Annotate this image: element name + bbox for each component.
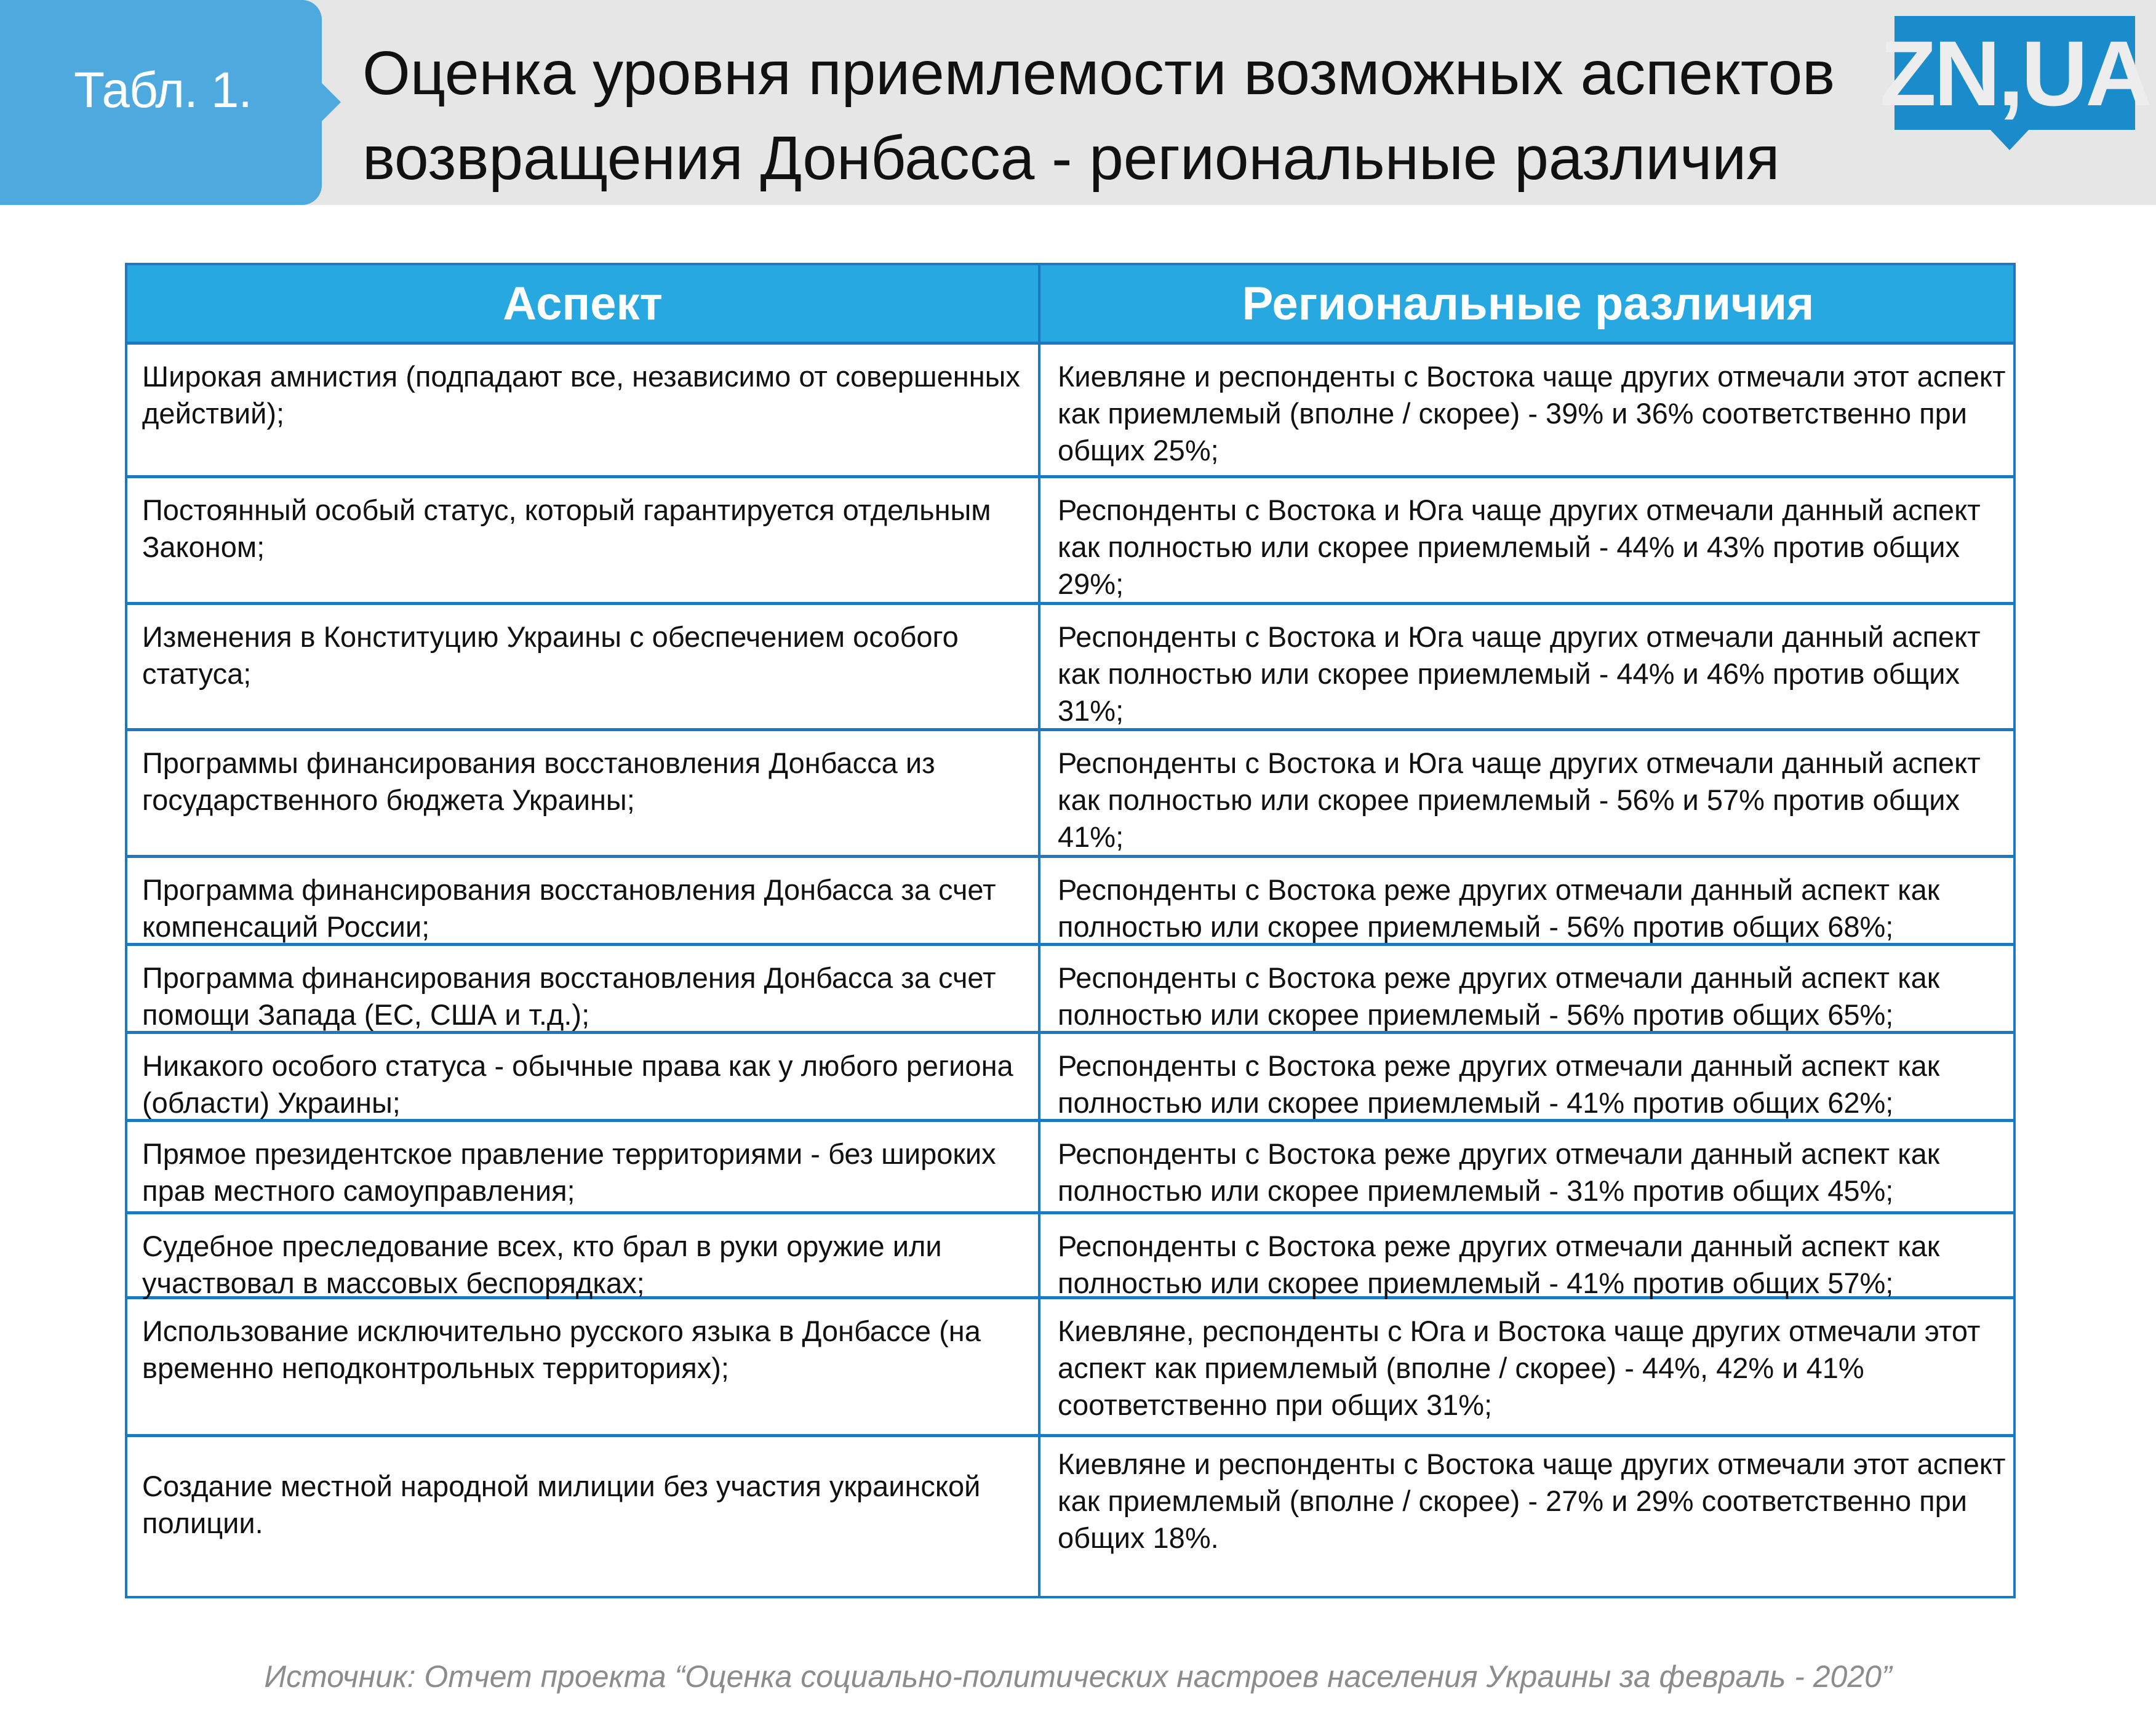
regional-difference-cell: Респонденты с Востока реже других отмечали данный аспект как полностью или скорее приемлемый - 56% против общих 68%; [1058, 873, 1940, 943]
aspect-cell: Программа финансирования восстановления Донбасса за счет компенсаций России; [142, 873, 996, 943]
table-row [127, 478, 2013, 605]
table-row [127, 345, 2013, 478]
aspect-cell: Судебное преследование всех, кто брал в руки оружие или участвовал в массовых беспорядках; [142, 1230, 942, 1299]
zn-ua-logo [1880, 16, 2150, 130]
page-title-line-2: возвращения Донбасса - региональные различия [362, 124, 1780, 193]
aspect-cell: Программы финансирования восстановления Донбасса из государственного бюджета Украины; [142, 747, 935, 816]
regional-difference-cell: Киевляне, респонденты с Юга и Востока чаще других отмечали этот аспект как приемлемый (вполне / скорее) - 44%, 42% и 41% соответственно при общих 31%; [1058, 1315, 1981, 1421]
page-title-line-1: Оценка уровня приемлемости возможных аспектов [362, 39, 1835, 108]
table-row [127, 1437, 2013, 1601]
regional-difference-cell: Респонденты с Востока реже других отмечали данный аспект как полностью или скорее приемлемый - 31% против общих 45%; [1058, 1137, 1940, 1207]
aspect-cell: Широкая амнистия (подпадают все, независимо от совершенных действий); [142, 360, 1020, 430]
logo-speech-tail-icon [1990, 129, 2029, 150]
aspect-cell: Никакого особого статуса - обычные права как у любого региона (области) Украины; [142, 1049, 1013, 1119]
column-header-aspect: Аспект [503, 277, 663, 330]
column-divider [1038, 265, 1040, 1596]
regional-difference-cell: Киевляне и респонденты с Востока чаще других отмечали этот аспект как приемлемый (вполне / скорее) - 27% и 29% соответственно при общих 18%. [1058, 1448, 2006, 1554]
table-row [127, 858, 2013, 946]
table-row [127, 1034, 2013, 1122]
aspect-cell: Использование исключительно русского языка в Донбассе (на временно неподконтрольных территориях); [142, 1315, 981, 1384]
table-header-row [127, 265, 2013, 345]
table-row [127, 731, 2013, 858]
aspect-cell: Изменения в Конституцию Украины с обеспечением особого статуса; [142, 620, 959, 690]
aspect-cell: Создание местной народной милиции без участия украинской полиции. [142, 1470, 981, 1539]
aspects-table [125, 263, 2016, 1598]
column-header-regional-differences: Региональные различия [1242, 277, 1815, 330]
badge-arrow-icon [321, 82, 341, 122]
table-row [127, 1214, 2013, 1299]
regional-difference-cell: Респонденты с Востока и Юга чаще других отмечали данный аспект как полностью или скорее приемлемый - 56% и 57% против общих 41%; [1058, 747, 1981, 853]
regional-difference-cell: Респонденты с Востока реже других отмечали данный аспект как полностью или скорее приемлемый - 41% против общих 57%; [1058, 1230, 1940, 1299]
table-row [127, 605, 2013, 731]
table-row [127, 946, 2013, 1034]
table-row [127, 1122, 2013, 1214]
regional-difference-cell: Респонденты с Востока реже других отмечали данный аспект как полностью или скорее приемлемый - 41% против общих 62%; [1058, 1049, 1940, 1119]
aspect-cell: Постоянный особый статус, который гарантируется отдельным Законом; [142, 494, 991, 563]
aspect-cell: Программа финансирования восстановления Донбасса за счет помощи Запада (ЕС, США и т.д.); [142, 961, 996, 1031]
logo-text: ZN,UA [1880, 21, 2150, 125]
table-number-label: Табл. 1. [74, 62, 252, 118]
regional-difference-cell: Респонденты с Востока и Юга чаще других отмечали данный аспект как полностью или скорее приемлемый - 44% и 43% против общих 29%; [1058, 494, 1981, 600]
table-row [127, 1299, 2013, 1437]
source-note: Источник: Отчет проекта “Оценка социально-политических настроев населения Украины за февраль - 2020” [264, 1659, 1892, 1694]
aspect-cell: Прямое президентское правление территориями - без широких прав местного самоуправления; [142, 1137, 996, 1207]
table-number-badge [0, 0, 322, 205]
regional-difference-cell: Респонденты с Востока реже других отмечали данный аспект как полностью или скорее приемлемый - 56% против общих 65%; [1058, 961, 1940, 1031]
page-title [362, 31, 1835, 201]
regional-difference-cell: Киевляне и респонденты с Востока чаще других отмечали этот аспект как приемлемый (вполне / скорее) - 39% и 36% соответственно при общих 25%; [1058, 360, 2006, 467]
regional-difference-cell: Респонденты с Востока и Юга чаще других отмечали данный аспект как полностью или скорее приемлемый - 44% и 46% против общих 31%; [1058, 620, 1981, 727]
